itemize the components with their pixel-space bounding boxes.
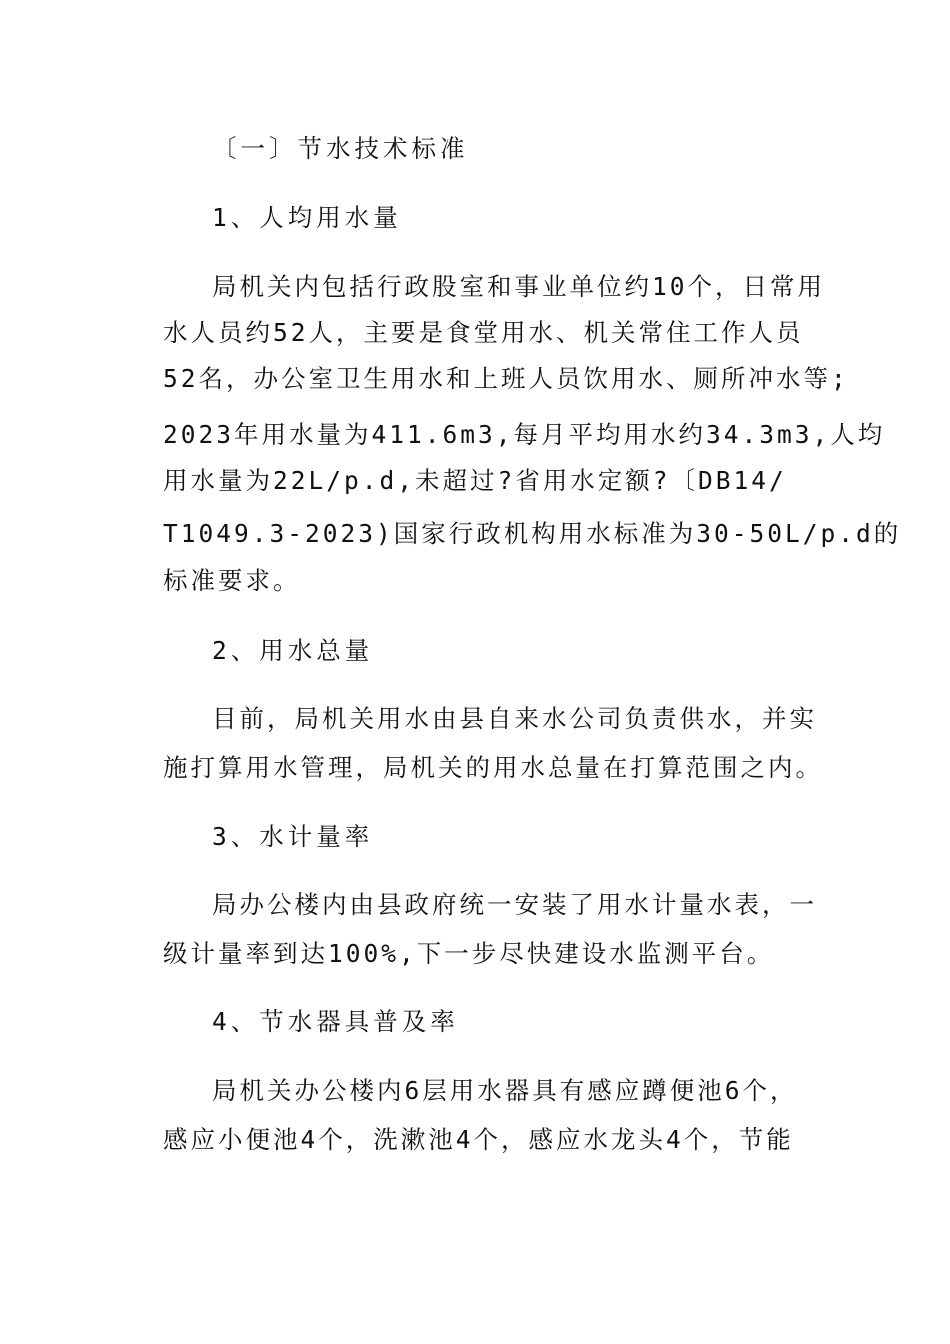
paragraph-line: 目前，局机关用水由县自来水公司负责供水，并实 [212, 704, 817, 733]
paragraph-line: 52名，办公室卫生用水和上班人员饮用水、厕所冲水等; [163, 364, 849, 393]
paragraph-line: 水人员约52人，主要是食堂用水、机关常住工作人员 [163, 318, 804, 347]
item-heading: 4、节水器具普及率 [212, 1007, 459, 1036]
paragraph-line: 标准要求。 [163, 566, 301, 595]
paragraph-line: 局机关内包括行政股室和事业单位约10个，日常用 [212, 272, 825, 301]
section-title: 〔一〕节水技术标准 [212, 134, 469, 163]
paragraph-line: T1049.3-2023)国家行政机构用水标准为30-50L/p.d的 [163, 519, 902, 548]
paragraph-line: 感应小便池4个，洗漱池4个，感应水龙头4个，节能 [163, 1125, 794, 1154]
paragraph-line: 级计量率到达100%,下一步尽快建设水监测平台。 [163, 939, 775, 968]
paragraph-line: 2023年用水量为411.6m3,每月平均用水约34.3m3,人均 [163, 420, 886, 449]
paragraph-line: 用水量为22L/p.d,未超过?省用水定额?〔DB14/ [163, 466, 787, 495]
item-heading: 3、水计量率 [212, 822, 374, 851]
paragraph-line: 局机关办公楼内6层用水器具有感应蹲便池6个， [212, 1076, 798, 1105]
item-heading: 2、用水总量 [212, 636, 374, 665]
paragraph-line: 局办公楼内由县政府统一安装了用水计量水表，一 [212, 890, 817, 919]
paragraph-line: 施打算用水管理，局机关的用水总量在打算范围之内。 [163, 753, 823, 782]
item-heading: 1、人均用水量 [212, 203, 402, 232]
